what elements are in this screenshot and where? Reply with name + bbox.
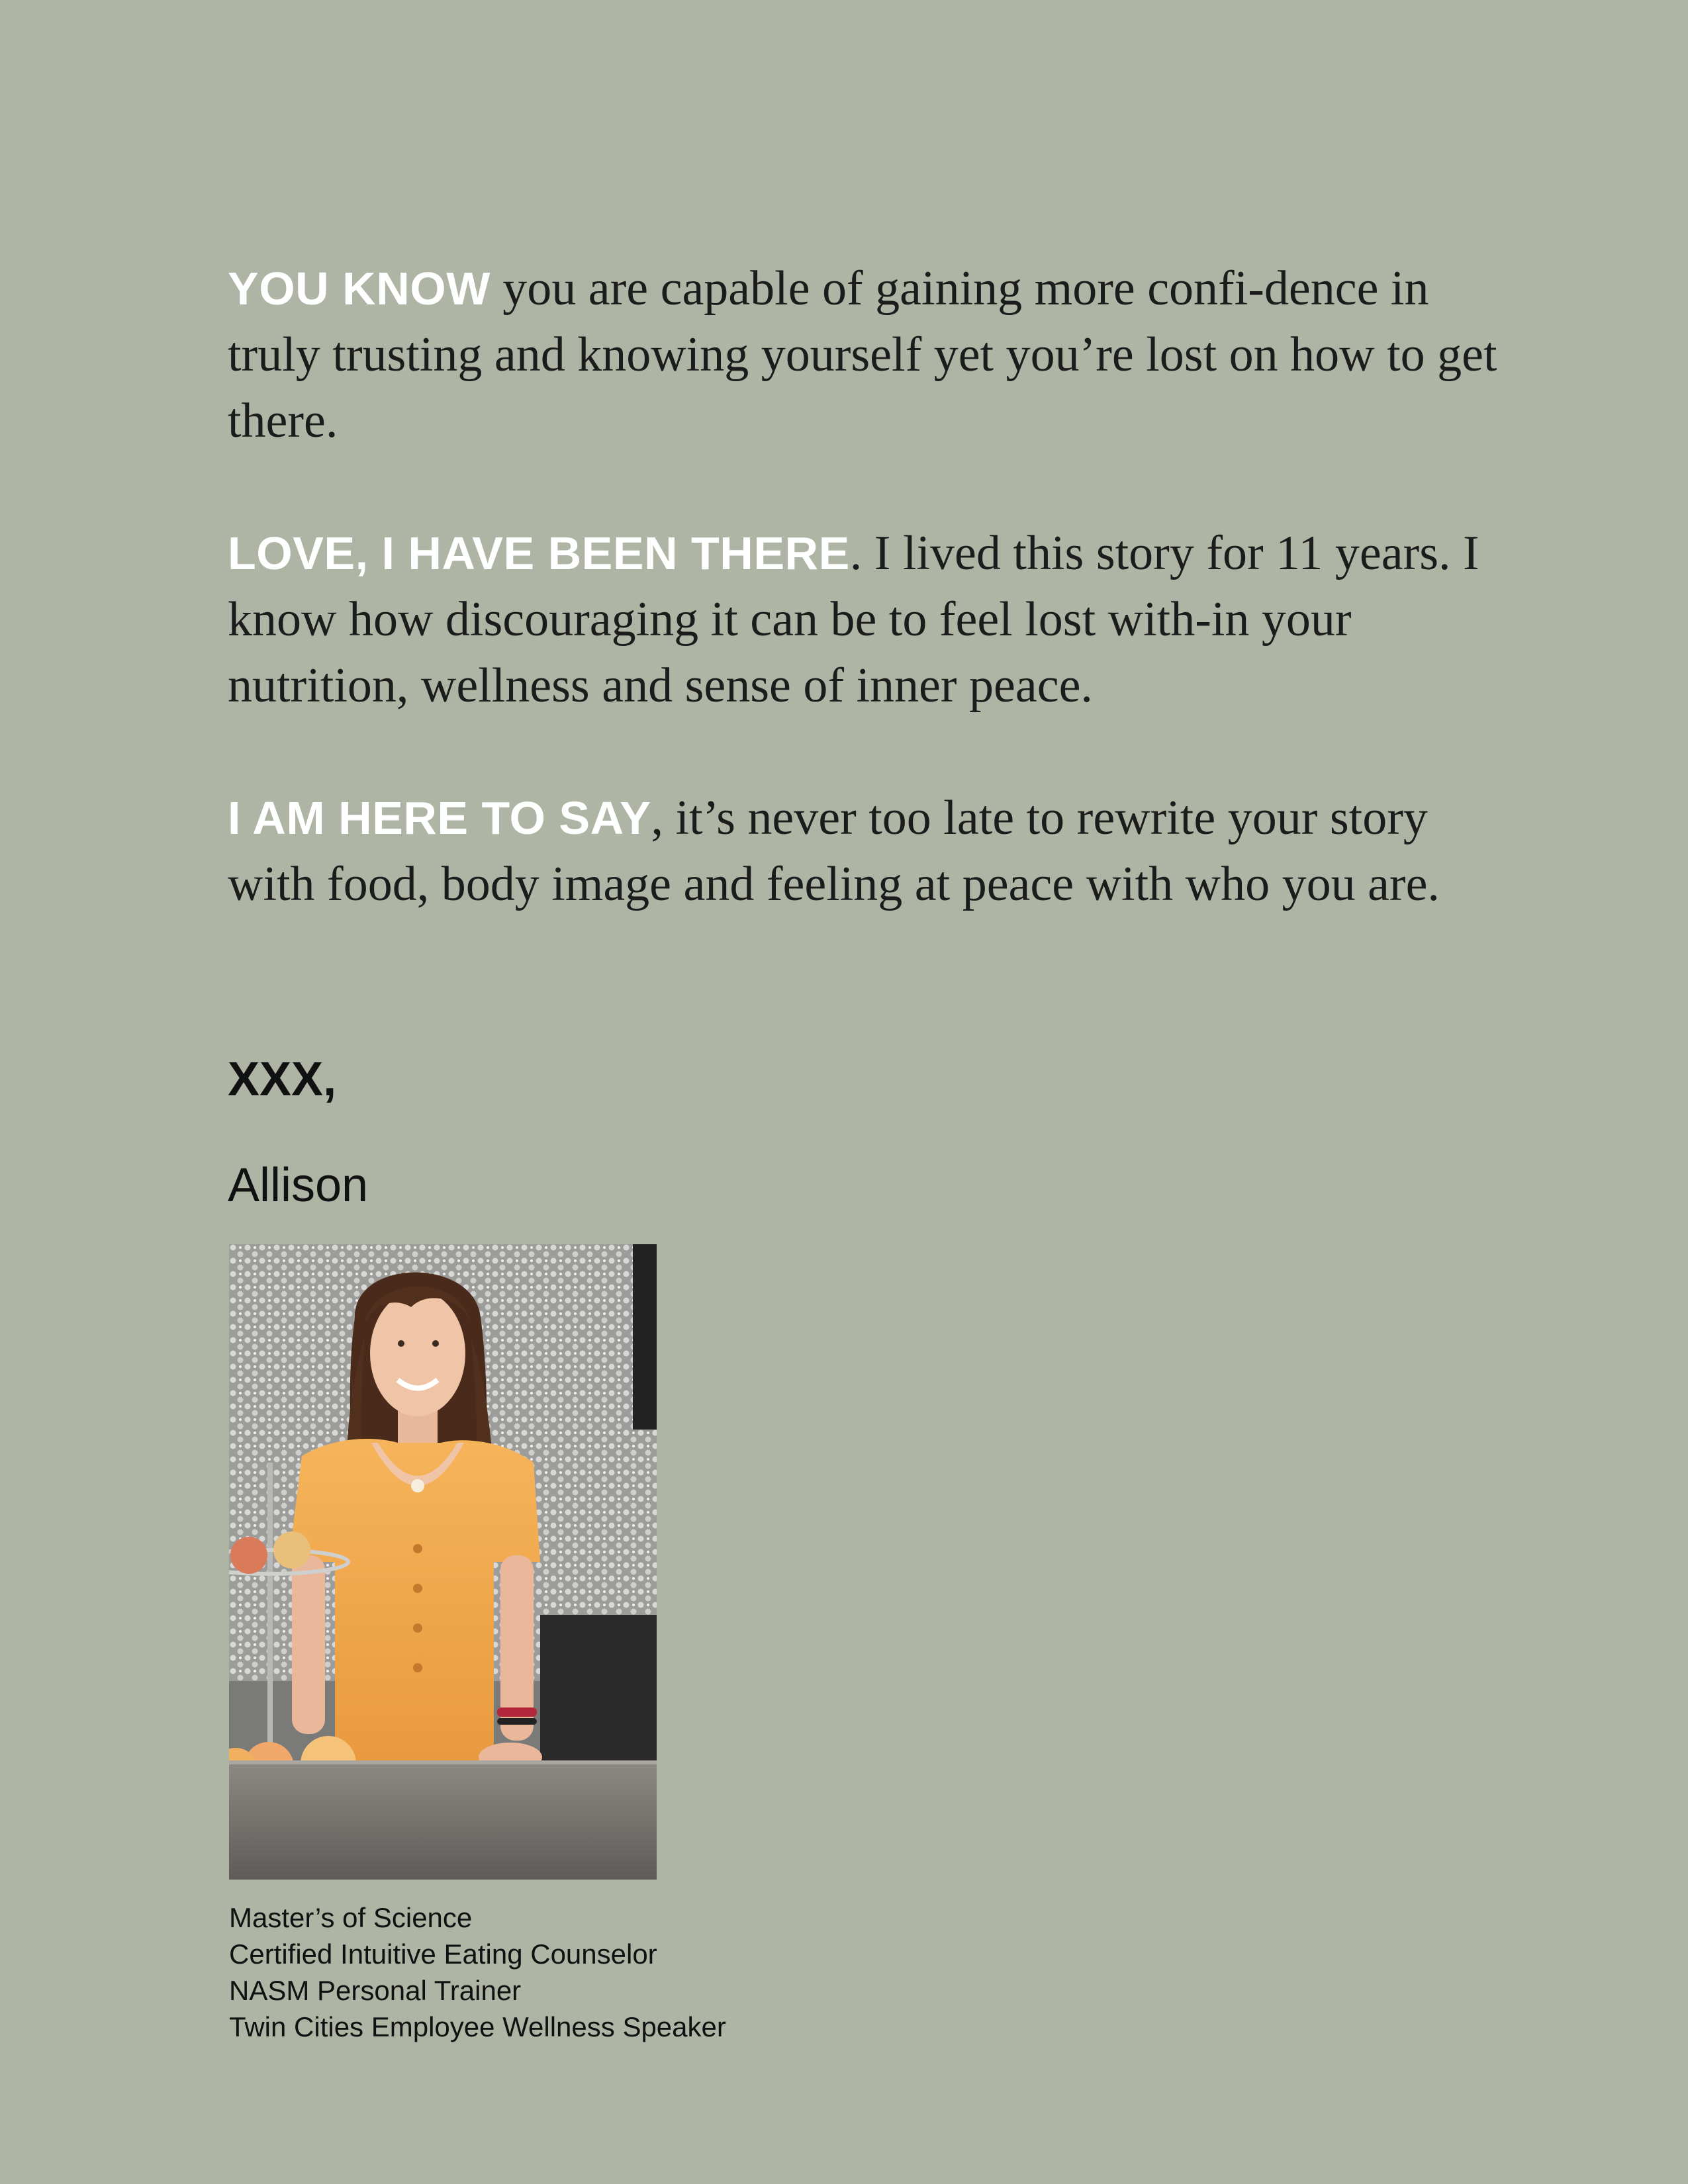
credential-item: Twin Cities Employee Wellness Speaker: [229, 2011, 726, 2042]
signoff: XXX,: [228, 1053, 337, 1106]
paragraph-3-body: , it’s never too late to rewrite your story with food, body image and feeling at peace with who you are.: [228, 791, 1440, 911]
lead-been-there: LOVE, I HAVE BEEN THERE: [228, 527, 850, 579]
lead-you-know: YOU KNOW: [228, 263, 491, 314]
credentials-list: [229, 1899, 726, 2045]
paragraph-1-body: you are capable of gaining more confi-dence in truly trusting and knowing yourself yet you’re lost on how to get there.: [228, 261, 1497, 448]
intro-paragraph-2: [228, 520, 1525, 719]
credential-item: Master’s of Science: [229, 1902, 473, 1933]
signature-name: Allison: [228, 1159, 369, 1212]
intro-paragraph-3: [228, 785, 1525, 917]
credential-item: NASM Personal Trainer: [229, 1975, 522, 2006]
portrait-photo: [229, 1244, 657, 1880]
paragraph-2-body: . I lived this story for 11 years. I know how discouraging it can be to feel lost with-in your nutrition, wellness and sense of inner peace.: [228, 526, 1479, 713]
lead-here-to-say: I AM HERE TO SAY: [228, 792, 651, 844]
credential-item: Certified Intuitive Eating Counselor: [229, 1938, 657, 1970]
intro-paragraph-1: [228, 255, 1525, 454]
